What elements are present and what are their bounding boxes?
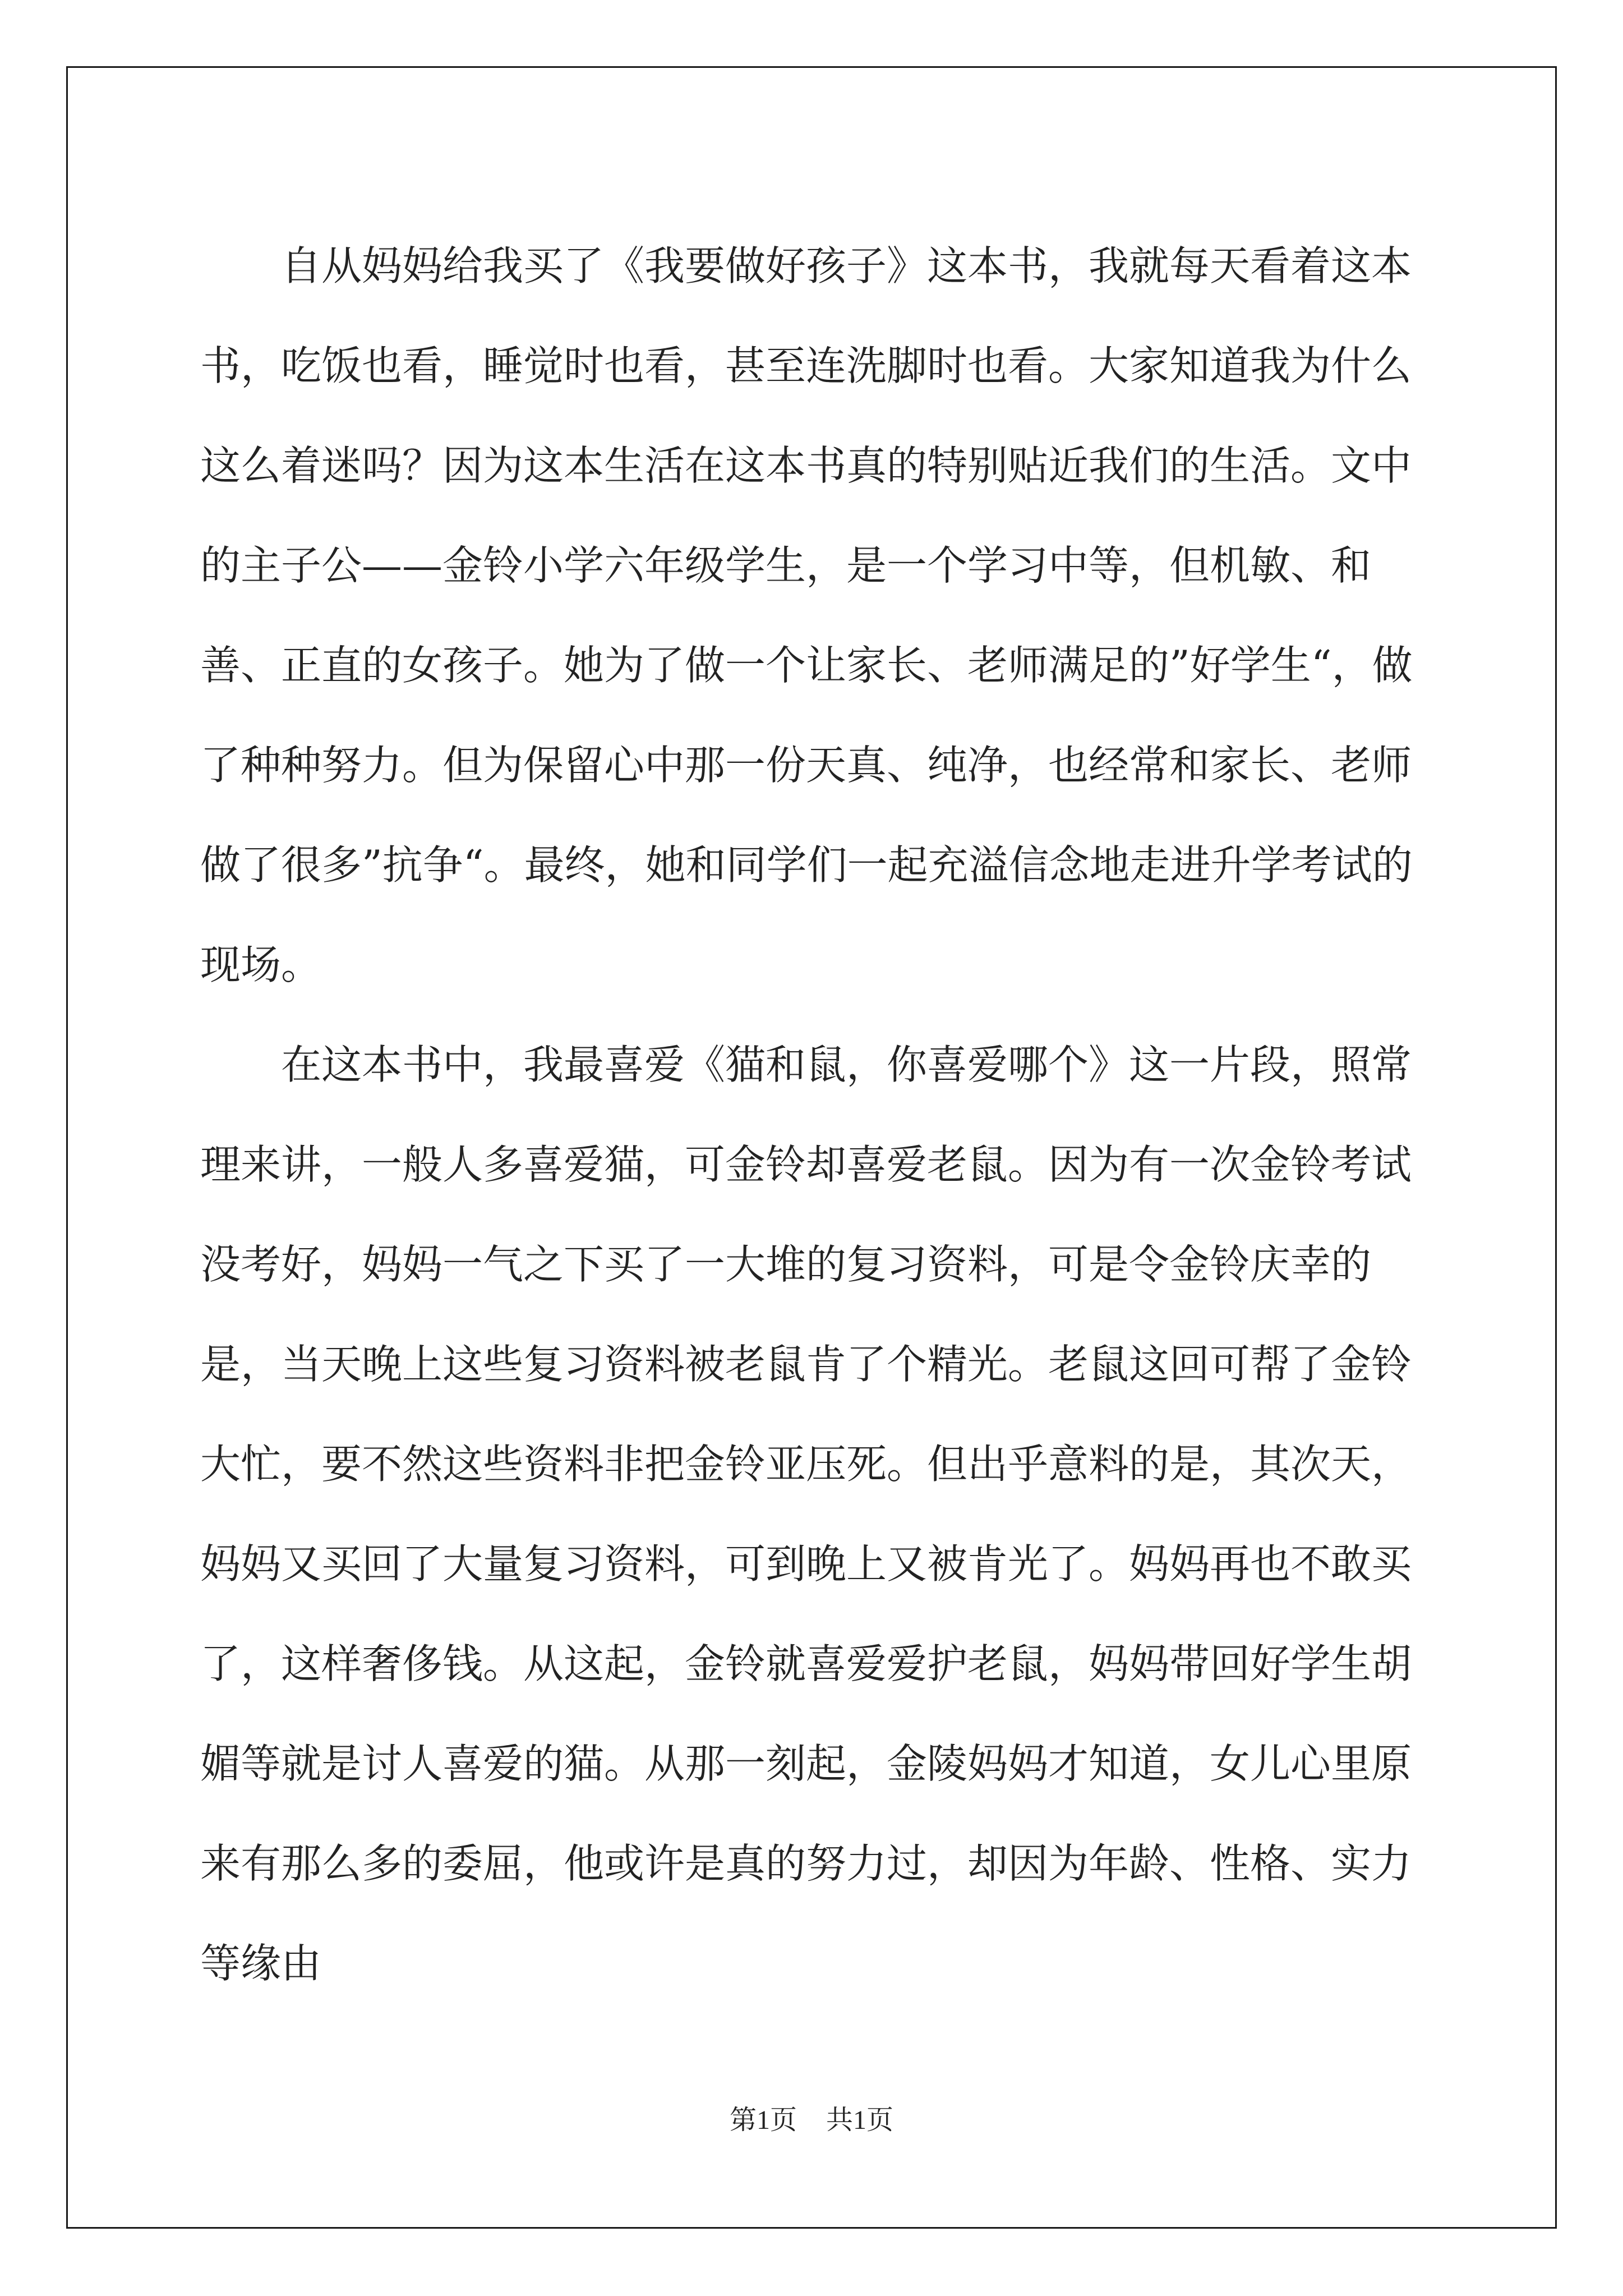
page-number: 第1页	[729, 2105, 797, 2135]
paragraph-2: 在这本书中，我最喜爱《猫和鼠，你喜爱哪个》这一片段，照常理来讲，一般人多喜爱猫，可金铃却喜爱老鼠。因为有一次金铃考试没考好，妈妈一气之下买了一大堆的复习资料，可是令金铃庆幸的是，当天晚上这些复习资料被老鼠肯了个精光。老鼠这回可帮了金铃大忙，要不然这些资料非把金铃亚压死。但出乎意料的是，其次天，妈妈又买回了大量复习资料，可到晚上又被肯光了。妈妈再也不敢买了，这样奢侈钱。从这起，金铃就喜爱爱护老鼠，妈妈带回好学生胡媚等就是讨人喜爱的猫。从那一刻起，金陵妈妈才知道，女儿心里原来有那么多的委屈，他或许是真的努力过，却因为年龄、性格、实力等缘由	[200, 1041, 1412, 1987]
page-total: 共1页	[826, 2105, 894, 2135]
paragraph-1: 自从妈妈给我买了《我要做好孩子》这本书，我就每天看着这本书，吃饭也看，睡觉时也看，甚至连洗脚时也看。大家知道我为什么这么着迷吗？因为这本生活在这本书真的特别贴近我们的生活。文中的主子公——金铃小学六年级学生，是一个学习中等，但机敏、和善、正直的女孩子。她为了做一个让家长、老师满足的”好学生“，做了种种努力。但为保留心中那一份天真、纯净，也经常和家长、老师做了很多”抗争“。最终，她和同学们一起充溢信念地走进升学考试的现场。	[200, 242, 1413, 988]
document-body	[200, 216, 1426, 2013]
page-footer	[0, 2098, 1623, 2137]
